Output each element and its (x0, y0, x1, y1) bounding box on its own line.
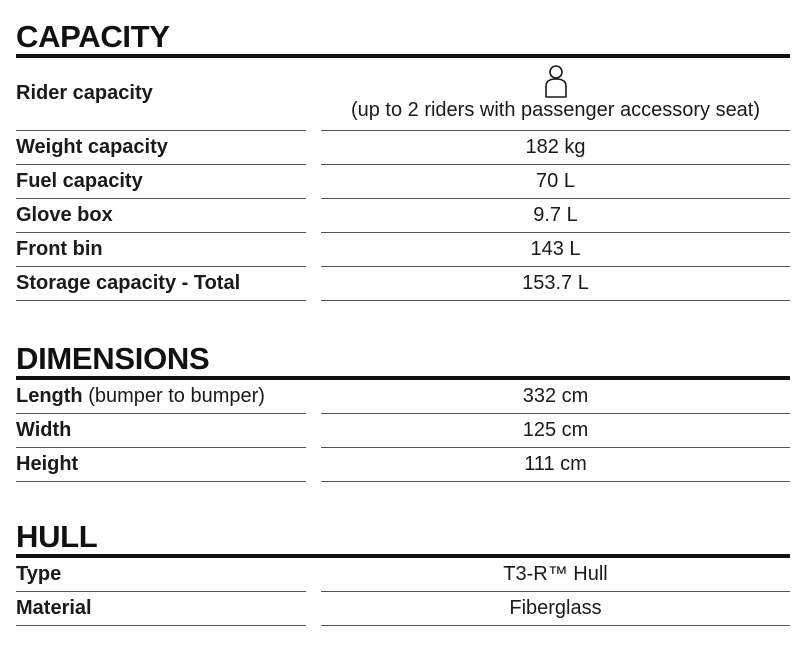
section-title-dimensions: DIMENSIONS (16, 341, 210, 376)
spec-row-weight-capacity (16, 131, 790, 165)
row-divider (321, 300, 790, 302)
spec-value: 70 L (536, 170, 575, 192)
spec-label: Material (16, 597, 92, 619)
section-title-hull: HULL (16, 519, 98, 554)
spec-value: 182 kg (525, 136, 586, 158)
spec-row-fuel-capacity (16, 165, 790, 199)
section-title-capacity: CAPACITY (16, 19, 170, 54)
spec-label: Height (16, 453, 79, 475)
row-divider (321, 481, 790, 483)
spec-label (16, 385, 306, 408)
row-divider (16, 300, 306, 302)
spec-label: Front bin (16, 238, 103, 260)
spec-value: 125 cm (522, 419, 589, 441)
row-divider (321, 625, 790, 627)
spec-label: Rider capacity (16, 82, 153, 104)
spec-row-rider-capacity (16, 58, 790, 131)
spec-row-front-bin (16, 233, 790, 267)
spec-label: Glove box (16, 204, 113, 226)
spec-value-text: (up to 2 riders with passenger accessory seat) (350, 99, 761, 121)
spec-label: Fuel capacity (16, 170, 143, 192)
spec-row-length (16, 380, 790, 414)
spec-value: Fiberglass (509, 597, 602, 619)
spec-value: 9.7 L (533, 204, 578, 226)
spec-value: 111 cm (524, 453, 587, 475)
spec-row-width (16, 414, 790, 448)
spec-label-note: (bumper to bumper) (88, 385, 265, 407)
spec-label: Storage capacity - Total (16, 272, 241, 294)
spec-row-type (16, 558, 790, 592)
spec-row-storage-total (16, 267, 790, 301)
dimensions-section (16, 342, 790, 482)
row-divider (16, 481, 306, 483)
rider-icon (543, 64, 569, 98)
spec-value: 332 cm (522, 385, 589, 407)
spec-label-text: Length (16, 385, 83, 407)
spec-row-material (16, 592, 790, 626)
capacity-section (16, 20, 790, 301)
spec-label: Width (16, 419, 72, 441)
spec-label: Weight capacity (16, 136, 168, 158)
spec-value: 143 L (530, 238, 581, 260)
spec-row-height (16, 448, 790, 482)
hull-section (16, 520, 790, 626)
spec-value: T3-R™ Hull (503, 563, 608, 585)
spec-value (321, 64, 790, 122)
spec-label: Type (16, 563, 62, 585)
spec-row-glove-box (16, 199, 790, 233)
row-divider (16, 625, 306, 627)
spec-value: 153.7 L (522, 272, 589, 294)
